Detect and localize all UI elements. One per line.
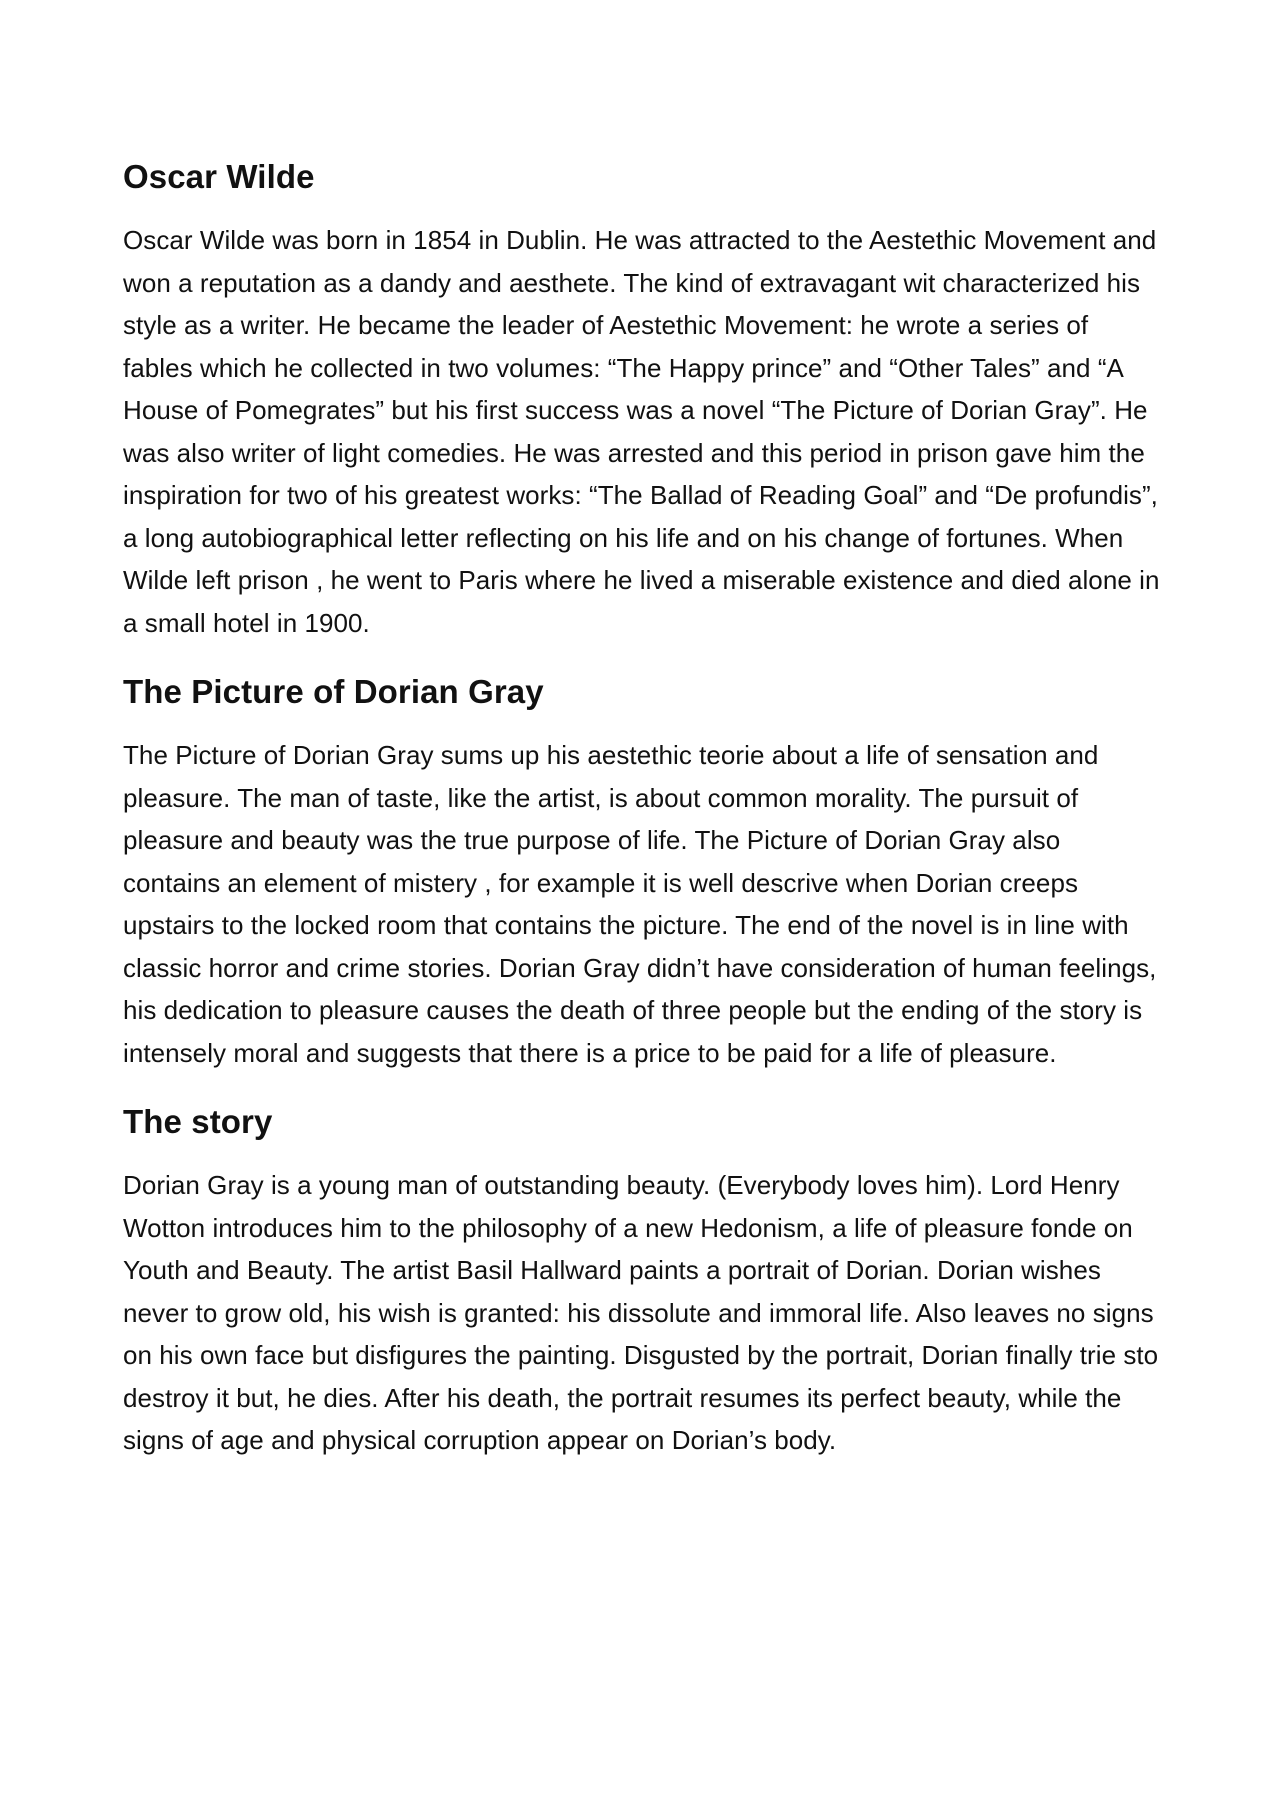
section-title-oscar-wilde: Oscar Wilde	[123, 158, 315, 195]
section-title-the-story: The story	[123, 1103, 273, 1140]
section-body-the-story: Dorian Gray is a young man of outstanding beauty. (Everybody loves him). Lord Henry Wotton introduces him to the philosophy of a new Hedonism, a life of pleasure fonde on Youth and Beauty. The artist Basil Hallward paints a portrait of Dorian. Dorian wishes never to grow old, his wish is granted: his dissolute and immoral life. Also leaves no signs on his own face but disfigures the painting. Disgusted by the portrait, Dorian finally trie sto destroy it but, he dies. After his death, the portrait resumes its perfect beauty, while the signs of age and physical corruption appear on Dorian’s body.	[123, 1170, 1159, 1455]
section-body-oscar-wilde: Oscar Wilde was born in 1854 in Dublin. He was attracted to the Aestethic Movement and won a reputation as a dandy and aesthete. The kind of extravagant wit characterized his style as a writer. He became the leader of Aestethic Movement: he wrote a series of fables which he collected in two volumes: “The Happy prince” and “Other Tales” and “A House of Pomegrates” but his first success was a novel “The Picture of Dorian Gray”. He was also writer of light comedies. He was arrested and this period in prison gave him the inspiration for two of his greatest works: “The Ballad of Reading Goal” and “De profundis”, a long autobiographical letter reflecting on his life and on his change of fortunes. When Wilde left prison , he went to Paris where he lived a miserable existence and died alone in a small hotel in 1900.	[123, 225, 1160, 638]
section-body-picture-of-dorian-gray: The Picture of Dorian Gray sums up his aestethic teorie about a life of sensation and pleasure. The man of taste, like the artist, is about common morality. The pursuit of pleasure and beauty was the true purpose of life. The Picture of Dorian Gray also contains an element of mistery , for example it is well descrive when Dorian creeps upstairs to the locked room that contains the picture. The end of the novel is in line with classic horror and crime stories. Dorian Gray didn’t have consideration of human feelings, his dedication to pleasure causes the death of three people but the ending of the story is intensely moral and suggests that there is a price to be paid for a life of pleasure.	[123, 740, 1157, 1068]
section-title-picture-of-dorian-gray: The Picture of Dorian Gray	[123, 673, 544, 710]
